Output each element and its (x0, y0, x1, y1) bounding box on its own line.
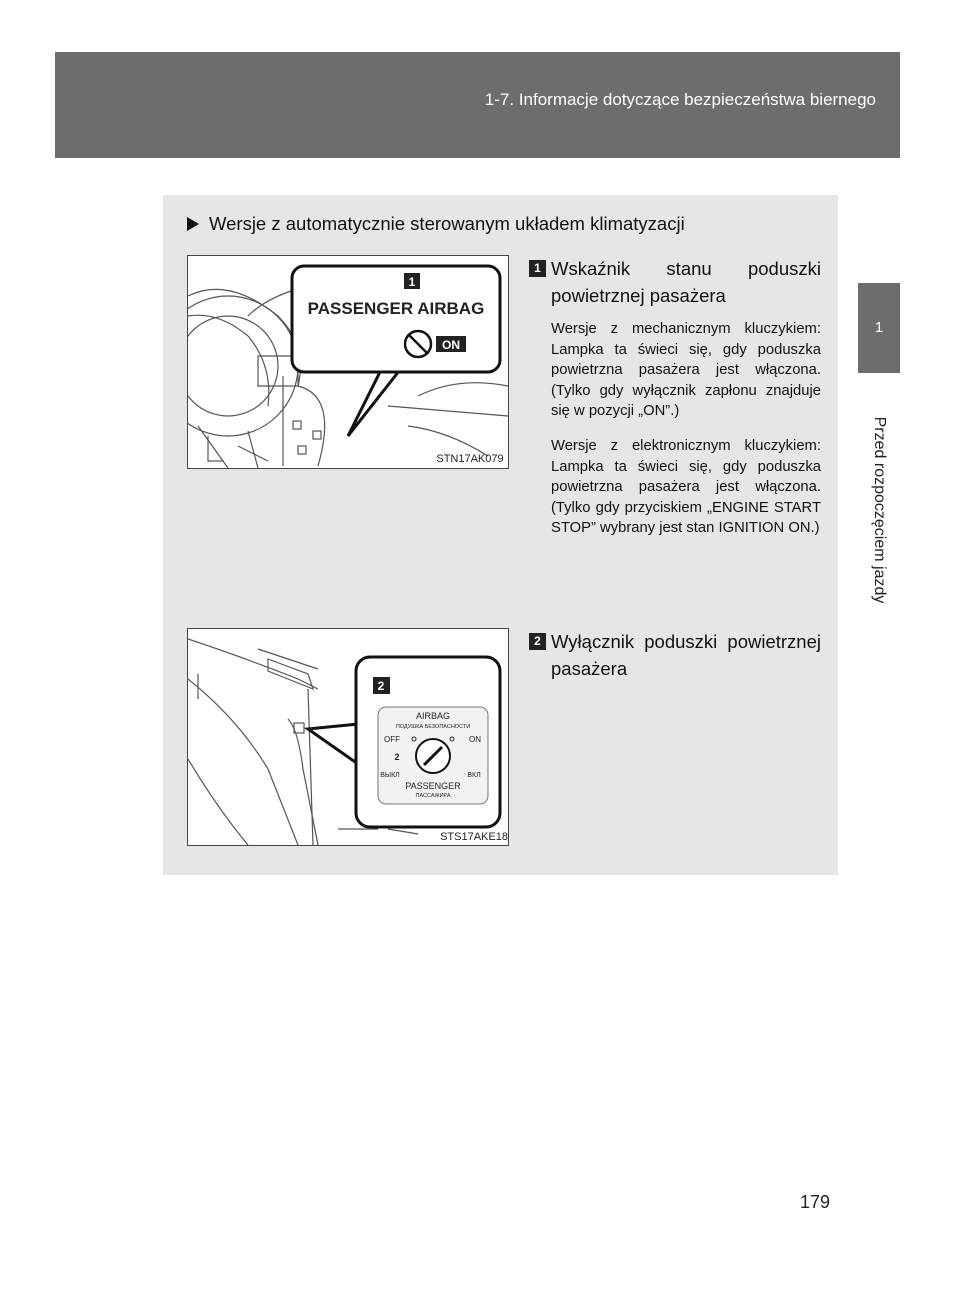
figure2-code: STS17AKE18 (440, 831, 508, 843)
section-heading (187, 213, 685, 235)
callout-title-text: Wyłącznik poduszki powietrznej pasażera (551, 631, 821, 679)
chapter-tab[interactable]: 1 (858, 283, 900, 373)
figure2-callout-number: 2 (377, 679, 385, 693)
callout-paragraph: Wersje z mechanicznym kluczykiem: Lampka ta świeci się, gdy poduszka powietrzna pasażera jest włączona. (Tylko gdy wyłącznik zapłonu znajduje się w pozycji „ON”.) (551, 321, 821, 419)
section-header-title: 1-7. Informacje dotyczące bezpieczeństwa biernego (484, 90, 876, 109)
seat-number: 2 (394, 752, 400, 762)
section-heading-text: Wersje z automatycznie sterowanym układem klimatyzacji (209, 213, 685, 234)
content-box (163, 195, 838, 875)
figure-airbag-switch (187, 628, 509, 846)
switch-off-label: OFF (384, 735, 400, 744)
figure1-code: STN17AK079 (436, 453, 504, 465)
callout-title (529, 628, 821, 682)
figure1-on-badge: ON (442, 338, 460, 352)
switch-airbag-label-ru: ПОДУШКА БЕЗОПАСНОСТИ (395, 724, 471, 730)
switch-on-label-ru: ВКЛ (467, 772, 481, 779)
switch-off-label-ru: ВЫКЛ (380, 772, 400, 779)
chapter-label-text: Przed rozpoczęciem jazdy (871, 416, 888, 604)
callout-number-badge: 2 (529, 633, 546, 650)
callout-paragraph: Wersje z elektronicznym kluczykiem: Lampka ta świeci się, gdy poduszka powietrzna pasażera jest włączona. (Tylko gdy przyciskiem „ENGINE START STOP” wybrany jest stan IGNITION ON.) (551, 438, 821, 537)
glovebox-illustration (188, 629, 508, 845)
switch-airbag-label: AIRBAG (415, 711, 451, 721)
figure-airbag-indicator (187, 255, 509, 469)
callout-item-1 (529, 255, 821, 554)
callout-number-badge: 1 (529, 260, 546, 277)
callout-title (529, 255, 821, 309)
switch-passenger-label: PASSENGER (405, 781, 461, 791)
triangle-bullet-icon (187, 217, 199, 231)
figure1-callout-number: 1 (408, 275, 416, 289)
switch-on-label: ON (469, 735, 481, 744)
callout-item-2 (529, 628, 821, 682)
header-band (55, 52, 900, 158)
figure1-passenger-airbag-label: PASSENGER AIRBAG (307, 299, 485, 318)
chapter-side-label (858, 395, 900, 625)
callout-title-text: Wskaźnik stanu poduszki powietrznej pasażera (551, 258, 821, 306)
switch-passenger-label-ru: ПАССАЖИРА (415, 793, 451, 799)
dashboard-illustration (188, 256, 508, 468)
page-number: 179 (800, 1192, 831, 1212)
